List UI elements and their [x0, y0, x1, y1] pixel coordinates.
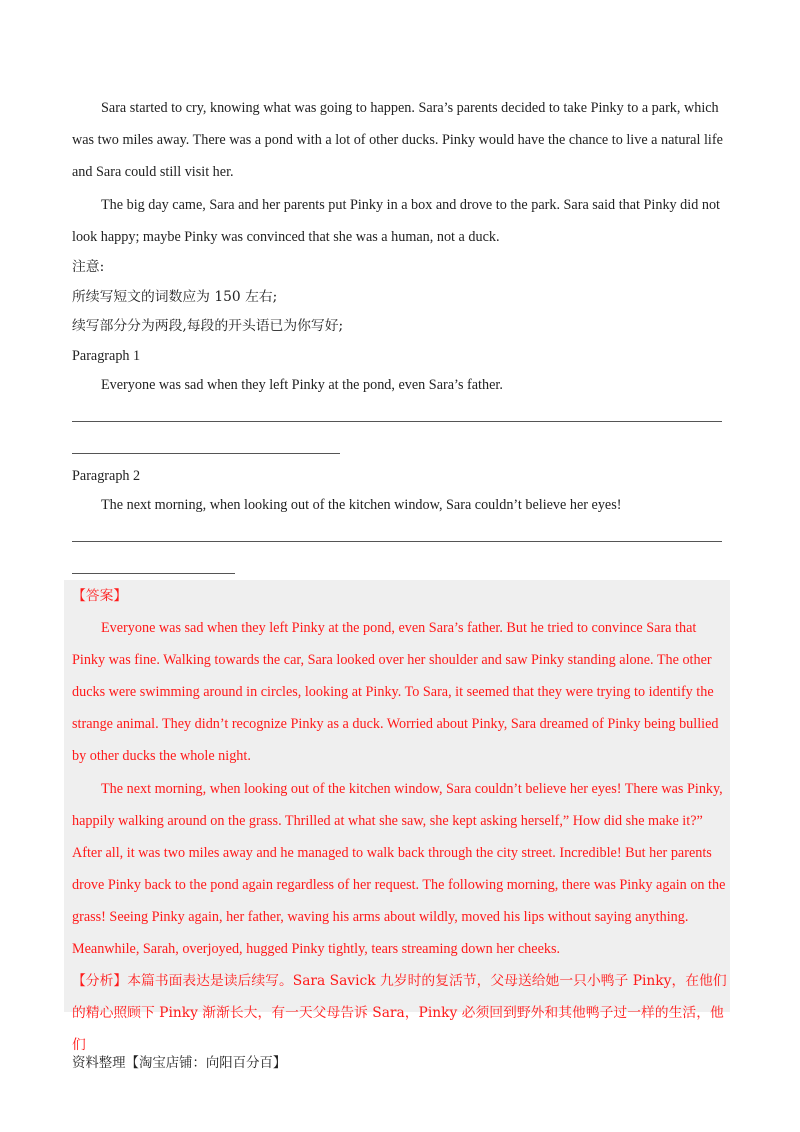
note-word-count: 所续写短文的词数应为 150 左右; [72, 288, 278, 305]
analysis-tag: 【分析】 [72, 973, 128, 990]
story-paragraph-1: Sara started to cry, knowing what was going to happen. Sara’s parents decided to take Pinky to a park, which was two miles away. There was a pond with a lot of other ducks. Pinky would have the chance to live a natural life and Sara could still visit her. [72, 100, 723, 181]
analysis-body: 本篇书面表达是读后续写。Sara Savick 九岁时的复活节，父母送给她一只小鸭子 Pinky，在他们的精心照顾下 Pinky 渐渐长大，有一天父母告诉 Sara，Pinky 必须回到野外和其他鸭子过一样的生活，他们 [72, 973, 727, 1054]
answer-line [72, 573, 235, 574]
answer-tag: 【答案】 [72, 588, 128, 604]
story-paragraph-2: The big day came, Sara and her parents put Pinky in a box and drove to the park. Sara said that Pinky did not look happy; maybe Pinky was convinced that she was a human, not a duck. [72, 196, 720, 245]
paragraph-1-opening: Everyone was sad when they left Pinky at the pond, even Sara’s father. [101, 377, 503, 394]
answer-paragraph-1: Everyone was sad when they left Pinky at the pond, even Sara’s father. But he tried to convince Sara that Pinky was fine. Walking towards the car, Sara looked over her shoulder and saw Pinky standing alone. The other ducks were swimming around in circles, looking at Pinky. To Sara, it seemed that they were trying to identify the strange animal. They didn’t recognize Pinky as a duck. Worried about Pinky, Sara dreamed of Pinky being bullied by other ducks the whole night. [72, 620, 719, 765]
answer-block [64, 580, 730, 1054]
paragraph-2-opening: The next morning, when looking out of the kitchen window, Sara couldn’t believe her eyes! [101, 497, 622, 514]
analysis-text [72, 965, 728, 1061]
answer-paragraph-2: The next morning, when looking out of the kitchen window, Sara couldn’t believe her eyes! There was Pinky, happily walking around on the grass. Thrilled at what she saw, she kept asking herself,” How did she make it?” After all, it was two miles away and he managed to walk back through the city street. Incredible! But her parents drove Pinky back to the pond again regardless of her request. The following morning, there was Pinky again on the grass! Seeing Pinky again, her father, waving his arms about wildly, moved his lips without saying anything. Meanwhile, Sarah, overjoyed, hugged Pinky tightly, tears streaming down her cheeks. [72, 780, 726, 958]
question-content [72, 92, 728, 574]
note-paragraphs: 续写部分分为两段,每段的开头语已为你写好; [72, 318, 344, 335]
paragraph-2-label: Paragraph 2 [72, 467, 141, 484]
notes-heading: 注意: [72, 259, 105, 276]
paragraph-1-label: Paragraph 1 [72, 347, 141, 364]
page-footer: 资料整理【淘宝店铺：向阳百分百】 [72, 1056, 287, 1071]
